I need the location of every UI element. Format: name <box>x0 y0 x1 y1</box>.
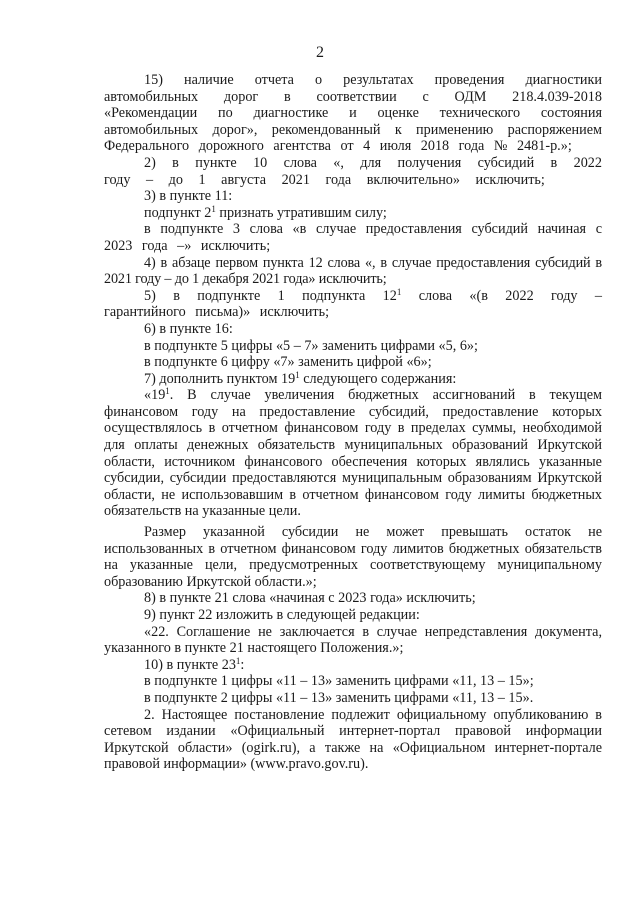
paragraph-item-9-point-22: 9) пункт 22 изложить в следующей редакции: <box>144 607 420 623</box>
paragraph-item-8-point-21: 8) в пункте 21 слова «начиная с 2023 года» исключить; <box>144 590 476 607</box>
superscript: 1 <box>235 655 241 666</box>
superscript: 1 <box>165 386 170 397</box>
paragraph-publication: 2. Настоящее постановление подлежит официальному опубликованию в сетевом издании «Официальный интернет-портал правовой информации Иркутской области» (ogirk.ru), а также на «Официальном интернет-портале правовой информации» (www.pravo.gov.ru). <box>104 706 602 773</box>
paragraph-subpoint-5: в подпункте 5 цифры «5 – 7» заменить цифрами «5, 6»; <box>144 337 478 354</box>
page-number: 2 <box>316 44 324 61</box>
paragraph-item-15: 15) наличие отчета о результатах проведения диагностики автомобильных дорог в соответствии с ОДМ 218.4.039-2018 «Рекомендации по диагностике и оценке технического состояния автомобильных дорог», рекомендованный к применению распоряжением Федерального дорожного агентства от 4 июля 2018 года № 2481-р.»; <box>104 72 602 155</box>
superscript: 1 <box>211 203 216 214</box>
paragraph-subpoint-2: в подпункте 2 цифры «11 – 13» заменить цифрами «11, 13 – 15». <box>144 689 534 706</box>
paragraph-subpoint-1: в подпункте 1 цифры «11 – 13» заменить цифрами «11, 13 – 15»; <box>144 673 534 690</box>
paragraph-item-5-point-12-1: 5) в подпункте 1 подпункта $12^1$ слова «(в 2022 году – гарантийного письма)» исключить; <box>104 286 602 321</box>
paragraph-item-3-point-11: 3) в пункте 11: <box>144 188 233 205</box>
paragraph-item-2-point-10: 2) в пункте 10 слова «, для получения субсидий в 2022 году – до 1 августа 2021 года включительно» исключить; <box>104 154 602 188</box>
superscript: 1 <box>396 286 402 297</box>
paragraph-subsidy-size: Размер указанной субсидии не может превышать остаток не использованных в отчетном финансовом году лимитов бюджетных обязательств на указанные цели, предусмотренных соответствующему муниципальному образованию Иркутской области.»; <box>104 524 602 590</box>
paragraph-item-7-add-19-1: 7) дополнить пунктом $19^1$ следующего содержания: <box>144 369 457 387</box>
document-body <box>104 72 602 773</box>
paragraph-subpoint-6: в подпункте 6 цифру «7» заменить цифрой «6»; <box>144 354 432 371</box>
paragraph-subpoint-2-1: подпункт $2^1$ признать утратившим силу; <box>144 203 387 221</box>
paragraph-subpoint-3: в подпункте 3 слова «в случае предоставления субсидий начиная с 2023 года –» исключить; <box>104 221 602 254</box>
paragraph-item-4-point-12: 4) в абзаце первом пункта 12 слова «, в случае предоставления субсидий в 2021 году – до 1 декабря 2021 года» исключить; <box>104 254 602 288</box>
paragraph-item-10-point-23-1: 10) в пункте $23^1$: <box>144 655 245 673</box>
paragraph-item-6-point-16: 6) в пункте 16: <box>144 320 233 337</box>
paragraph-point-22-text: «22. Соглашение не заключается в случае непредставления документа, указанного в пункте 21 настоящего Положения.»; <box>104 623 602 657</box>
paragraph-point-19-1-text: «$19^1$. В случае увеличения бюджетных ассигнований в текущем финансовом году на предоставление субсидий, предоставление которых осуществлялось в отчетном финансовом году в пределах суммы, необходимой для оплаты денежных обязательств муниципальных образований Иркутской области, источником финансового обеспечения которых являлись указанные субсидии, субсидии предоставляются муниципальным образованиям Иркутской области, не использовавшим в отчетном финансовом году лимиты бюджетных обязательств на указанные цели. <box>104 386 602 520</box>
superscript: 1 <box>295 369 300 380</box>
